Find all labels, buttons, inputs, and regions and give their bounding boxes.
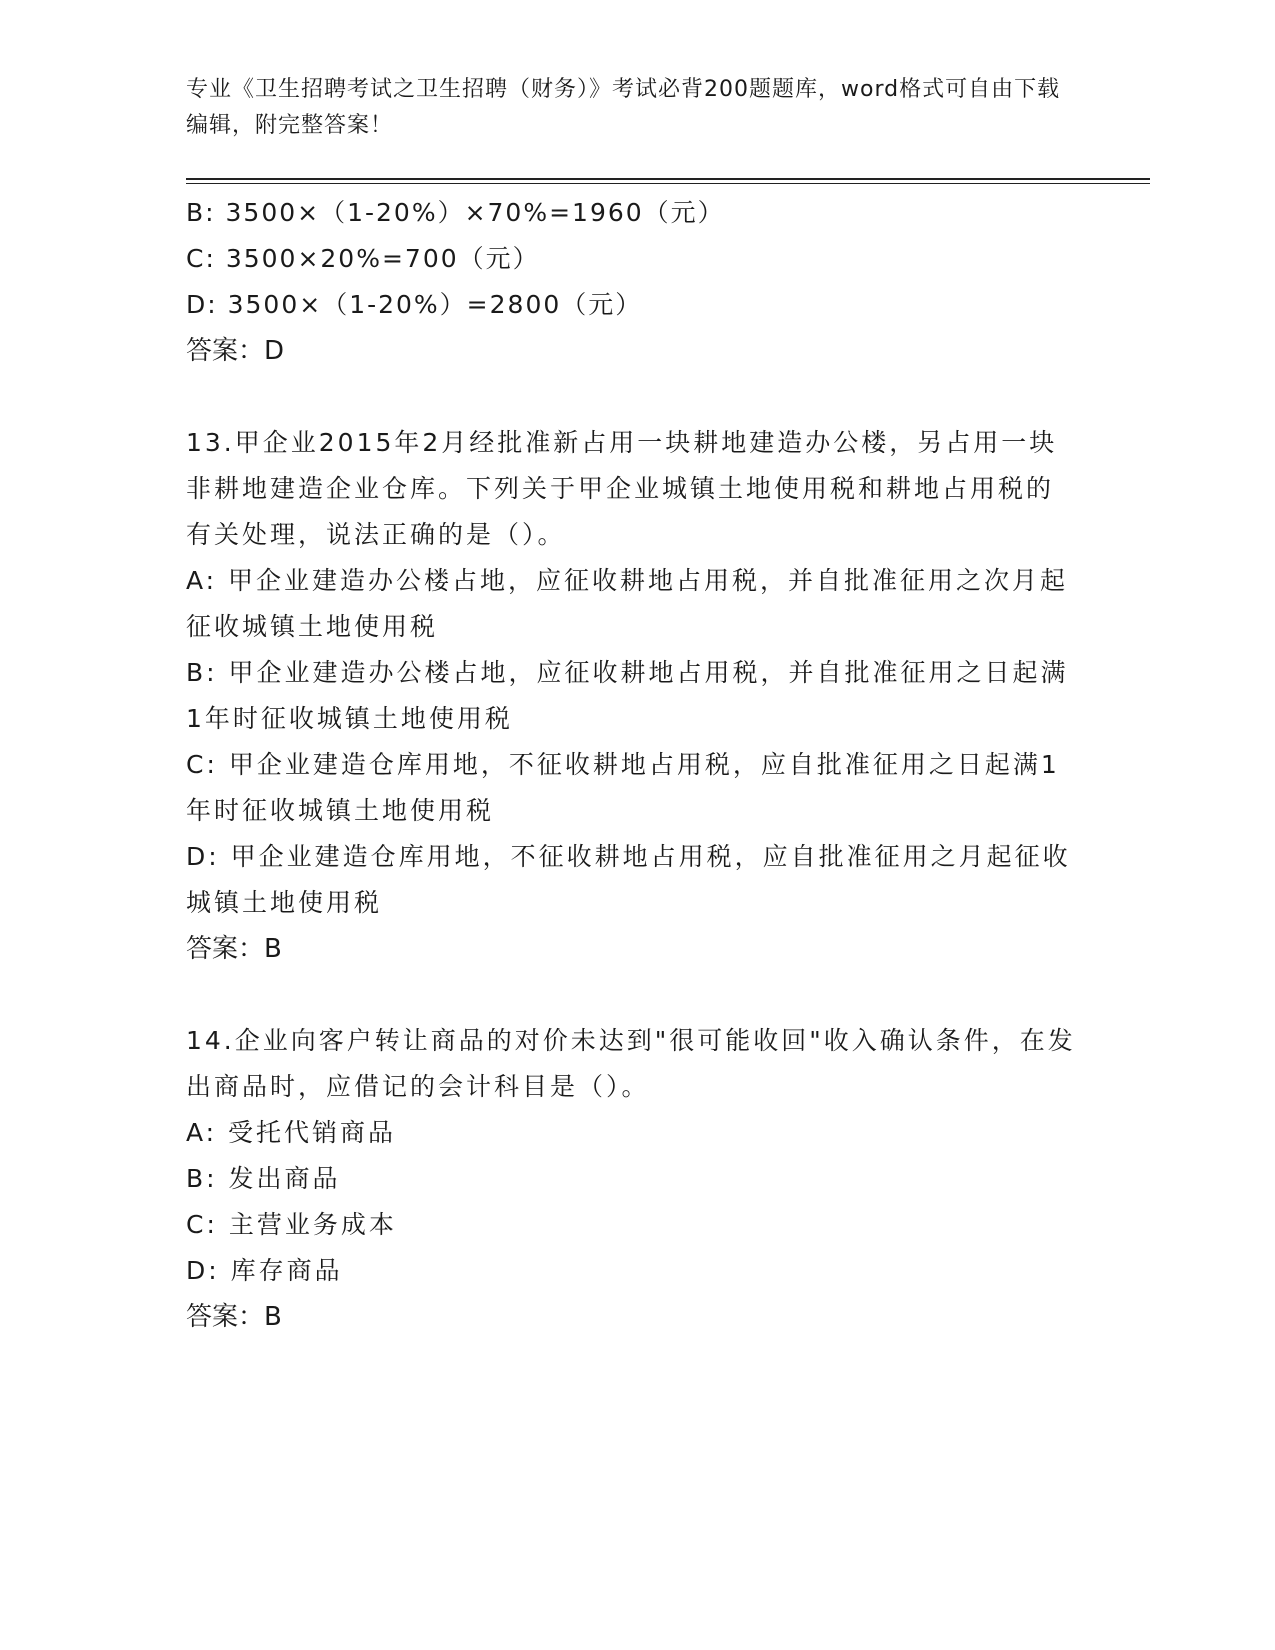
option-b: B: 甲企业建造办公楼占地，应征收耕地占用税，并自批准征用之日起满1年时征收城镇土地使用税 (186, 658, 1069, 733)
header-rule-thin (186, 183, 1150, 184)
question-14 (186, 1018, 1076, 1340)
option-a: A: 受托代销商品 (186, 1118, 397, 1147)
option-b: B: 发出商品 (186, 1164, 341, 1193)
answer: 答案：B (186, 934, 282, 964)
question-13 (186, 420, 1076, 972)
option-a: A: 甲企业建造办公楼占地，应征收耕地占用税，并自批准征用之次月起征收城镇土地使用税 (186, 566, 1069, 641)
option-b: B: 3500×（1-20%）×70%=1960（元） (186, 198, 725, 227)
option-c: C: 主营业务成本 (186, 1210, 397, 1239)
option-d: D: 甲企业建造仓库用地，不征收耕地占用税，应自批准征用之月起征收城镇土地使用税 (186, 842, 1071, 917)
question-text: 13.甲企业2015年2月经批准新占用一块耕地建造办公楼，另占用一块非耕地建造企业仓库。下列关于甲企业城镇土地使用税和耕地占用税的有关处理，说法正确的是（）。 (186, 428, 1058, 549)
header-rule-thick (186, 178, 1150, 180)
option-c: C: 甲企业建造仓库用地，不征收耕地占用税，应自批准征用之日起满1年时征收城镇土地使用税 (186, 750, 1060, 825)
option-d: D: 库存商品 (186, 1256, 343, 1285)
page-header: 专业《卫生招聘考试之卫生招聘（财务）》考试必背200题题库，word格式可自由下载编辑，附完整答案！ (186, 77, 1061, 138)
option-d: D: 3500×（1-20%）=2800（元） (186, 290, 643, 319)
option-c: C: 3500×20%=700（元） (186, 244, 540, 273)
answer: 答案：D (186, 336, 285, 366)
question-text: 14.企业向客户转让商品的对价未达到"很可能收回"收入确认条件，在发出商品时，应借记的会计科目是（）。 (186, 1026, 1076, 1101)
answer: 答案：B (186, 1302, 282, 1332)
document-body (186, 190, 1076, 1340)
question-12-tail (186, 190, 1076, 374)
